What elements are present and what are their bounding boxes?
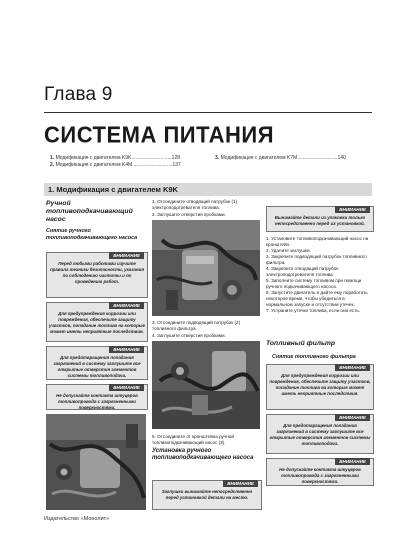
chapter-title: СИСТЕМА ПИТАНИЯ <box>44 121 275 148</box>
engine-photo-3 <box>46 414 146 510</box>
section-title: 1. Модификация с двигателем K9K <box>48 185 178 194</box>
middle-heading: Установка ручного топливоподкачивающего насоса <box>152 448 254 461</box>
warning-text: Заглушки вынимайте непосредственно перед установкой детали на место. <box>161 489 253 500</box>
warning-text: Не допускайте контакта штуцеров топливопровода с загрязненными поверхностями. <box>279 467 361 484</box>
step-text: 3. Отсоедините подводящий патрубок (2) топливного фильтра. <box>152 320 241 331</box>
warning-box <box>266 206 374 232</box>
toc-entry[interactable]: 3. Модификация с двигателем K7M.............................140 <box>215 155 346 161</box>
warning-box <box>46 302 148 342</box>
warning-box <box>266 414 374 454</box>
warning-box <box>46 252 148 298</box>
warning-tag: ВНИМАНИЕ <box>109 346 144 353</box>
step-text: 2. Заглушите отверстия пробками. <box>152 212 226 217</box>
step-text: 1. Отсоедините отводящий патрубок (1) электроподогревателя топлива. <box>152 199 238 210</box>
warning-tag: ВНИМАНИЕ <box>335 414 370 421</box>
publisher-footer: Издательство «Монолит» <box>44 516 110 522</box>
right-subheading: Снятие топливного фильтра <box>272 354 356 360</box>
warning-text: Вынимайте детали из упаковки только непосредственно перед их установкой. <box>274 215 366 226</box>
warning-tag: ВНИМАНИЕ <box>335 206 370 213</box>
warning-tag: ВНИМАНИЕ <box>109 384 144 391</box>
warning-text: Не допускайте контакта штуцеров топливопровода с загрязненными поверхностями. <box>56 393 138 410</box>
warning-box <box>266 364 374 410</box>
warning-tag: ВНИМАНИЕ <box>335 364 370 371</box>
right-heading: Топливный фильтр <box>266 340 336 347</box>
chapter-rule <box>44 112 372 113</box>
toc-entry[interactable]: 1. Модификация с двигателем K9K.............................128 <box>50 155 181 161</box>
warning-tag: ВНИМАНИЕ <box>109 302 144 309</box>
warning-box <box>152 480 262 510</box>
warning-tag: ВНИМАНИЕ <box>335 458 370 465</box>
warning-text: Перед любыми работами изучите правила техники безопасности, указания по соблюдению чистоты и по проведению работ. <box>50 261 144 284</box>
warning-text: Для предупреждения коррозии или повреждения, обеспечьте защиту участков, попадание топлива на которые может иметь неприятные последствия. <box>49 311 145 334</box>
step-text: 4. Заглушите отверстия пробками. <box>152 333 226 338</box>
chapter-label: Глава 9 <box>44 84 113 105</box>
step-text: 5. Отсоедините от кронштейна ручной топливоподкачивающий насос (3). <box>152 434 234 445</box>
toc-entry[interactable]: 2. Модификация с двигателем K4M.............................137 <box>50 162 181 168</box>
warning-tag: ВНИМАНИЕ <box>109 252 144 259</box>
warning-text: Для предотвращения попадания загрязнений в систему заглушите все открытые отверстия элементов системы топливоподачи. <box>53 355 141 378</box>
engine-photo-1 <box>152 220 260 316</box>
install-steps: 1. Установите топливоподкачивающий насос на кронштейн. 2. Удалите заглушки. 3. Закрепите подводящий патрубок топливного фильтра. 4. Закрепите отводящий патрубок электроподогревателя топлива. 5. Заполните систему топливом при помощи ручного подкачивающего насоса. 6. Запустите двигатель и дайте ему поработать некоторое время, чтобы убедиться в нормальном запуске и отсутствии утечек. 7. Устраните утечки топлива, если они есть. <box>266 236 369 313</box>
warning-box <box>266 458 374 486</box>
warning-box <box>46 346 148 380</box>
warning-text: Для предотвращения попадания загрязнений в систему заглушите все открытые отверстия элементов системы топливоподачи. <box>269 423 371 446</box>
left-heading: Ручной топливоподкачивающий насос <box>46 200 133 223</box>
left-subheading: Снятие ручного топливоподкачивающего насоса <box>46 228 138 241</box>
warning-tag: ВНИМАНИЕ <box>223 480 258 487</box>
warning-box <box>46 384 148 410</box>
warning-text: Для предупреждения коррозии или повреждения, обеспечьте защиту участков, попадание топлива на которые может иметь неприятные последствия. <box>269 373 371 396</box>
engine-photo-2 <box>152 341 260 429</box>
